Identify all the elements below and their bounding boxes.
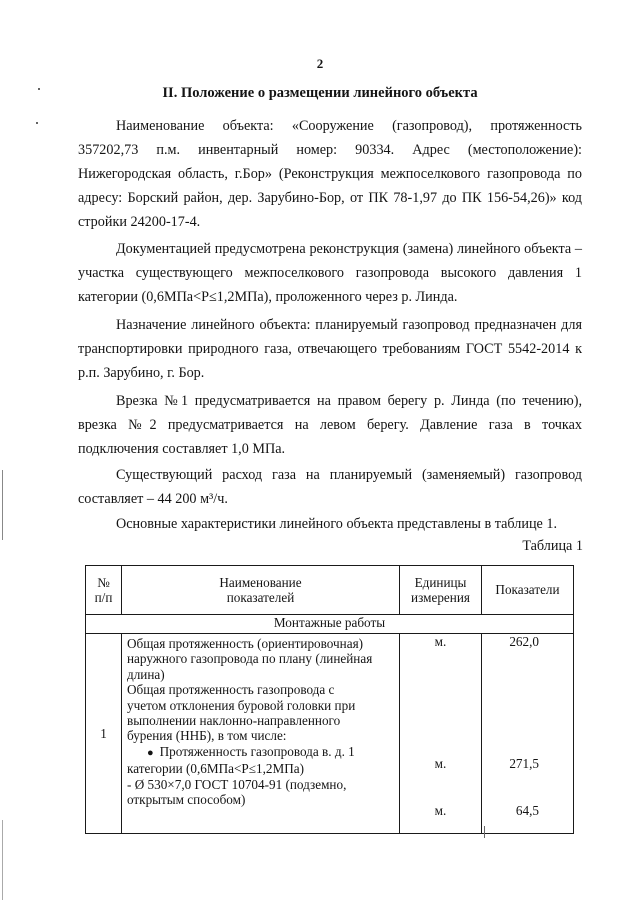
description-line: открытым способом) [127, 792, 246, 808]
description-line: Общая протяженность (ориентировочная) [127, 636, 364, 651]
description-cell [122, 634, 400, 834]
description-line: категории (0,6МПа<Р≤1,2МПа) [127, 761, 304, 777]
section-title: II. Положение о размещении линейного объекта [162, 85, 478, 101]
row-number: 1 [86, 634, 122, 834]
object-name-paragraph: Наименование объекта: «Сооружение (газопровод), протяженность 357202,73 п.м. инвентарный номер: 90334. Адрес (местоположение): Нижегородская область, г.Бор» (Реконструкция межпоселкового газопровода по адресу: Борский район, дер. Зарубино-Бор, от ПК 78-1,97 до ПК 156-54,26)» код стройки 24200-17-4. [78, 118, 582, 230]
scan-edge-line [2, 820, 3, 900]
description-line: длина) [127, 666, 165, 682]
header-unit: Единицы измерения [400, 566, 482, 615]
purpose-paragraph: Назначение линейного объекта: планируемый газопровод предназначен для транспортировки природного газа, отвечающего требованиям ГОСТ 5542-2014 к р.п. Зарубино, г. Бор. [78, 317, 582, 381]
scan-mark [484, 826, 485, 838]
unit-value: м. [434, 634, 447, 649]
table-intro-paragraph: Основные характеристики линейного объекта представлены в таблице 1. [116, 516, 558, 532]
description-line: выполнении наклонно-направленного [127, 713, 341, 729]
bullet-line: ● Протяженность газопровода в. д. 1 [147, 743, 355, 759]
scan-mark [38, 88, 40, 90]
gas-flow-paragraph: Существующий расход газа на планируемый (заменяемый) газопровод составляет – 44 200 м³/ч. [78, 467, 582, 507]
unit-cell [400, 634, 482, 834]
table-caption: Таблица 1 [522, 538, 583, 554]
description-line: бурения (ННБ), в том числе: [127, 728, 287, 744]
value-amount: 262,0 [509, 634, 539, 649]
header-number: № п/п [86, 566, 122, 615]
unit-value: м. [434, 802, 447, 818]
value-amount: 64,5 [515, 802, 539, 818]
value-amount: 271,5 [509, 756, 539, 772]
table-row [86, 634, 574, 834]
tie-in-paragraph: Врезка №1 предусматривается на правом берегу р. Линда (по течению), врезка №2 предусматривается на левом берегу. Давление газа в точках подключения составляет 1,0 МПа. [78, 393, 582, 457]
page-number: 2 [316, 56, 324, 71]
scan-mark [36, 122, 38, 124]
description-line: учетом отклонения буровой головки при [127, 697, 356, 713]
description-line: наружного газопровода по плану (линейная [127, 651, 373, 667]
unit-value: м. [434, 756, 447, 772]
value-cell [482, 634, 574, 834]
section-row [86, 615, 574, 634]
table-header-row [86, 566, 574, 615]
section-label: Монтажные работы [86, 615, 574, 634]
bullet-icon: ● [147, 746, 154, 759]
header-name: Наименование показателей [122, 566, 400, 615]
description-line: - Ø 530×7,0 ГОСТ 10704-91 (подземно, [127, 776, 347, 792]
header-value: Показатели [482, 566, 574, 615]
characteristics-table [85, 565, 574, 834]
scan-edge-line [2, 470, 3, 540]
description-line: Общая протяженность газопровода с [127, 682, 335, 698]
documentation-paragraph: Документацией предусмотрена реконструкция (замена) линейного объекта – участка существующего межпоселкового газопровода высокого давления 1 категории (0,6МПа<Р≤1,2МПа), проложенного через р. Линда. [78, 241, 582, 305]
